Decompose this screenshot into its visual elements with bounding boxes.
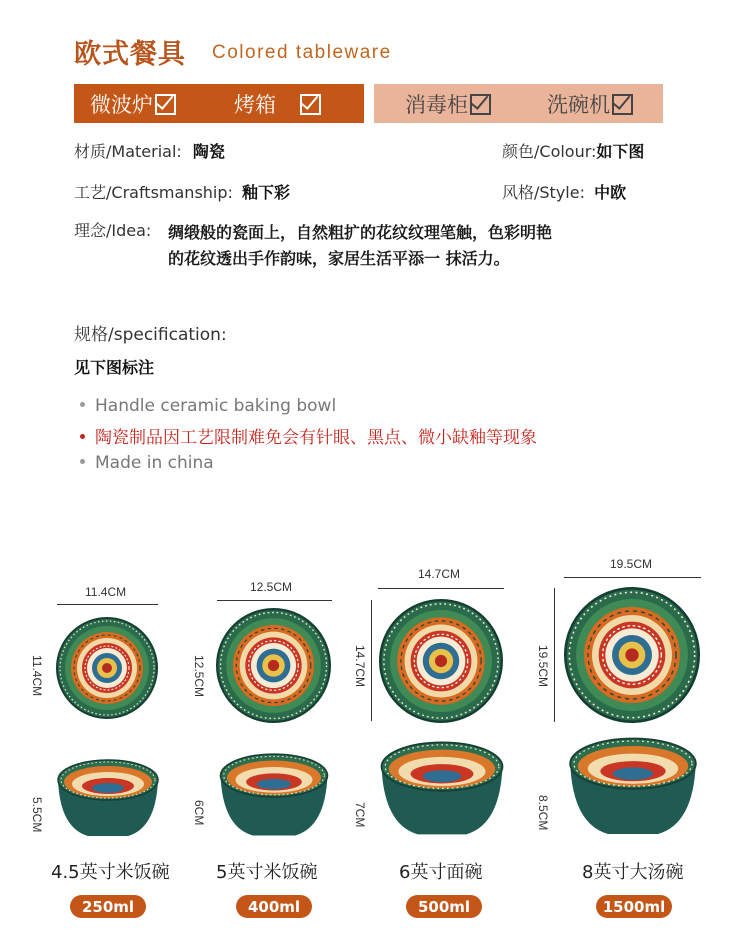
material-value: 陶瓷	[192, 142, 225, 161]
bullet-item	[80, 453, 214, 473]
colour-row	[502, 139, 644, 162]
page-title: 欧式餐具	[74, 39, 186, 70]
product-name: 6英寸面碗	[399, 862, 483, 883]
usage-band-left	[74, 84, 364, 123]
usage-sterilizer	[405, 89, 491, 119]
bullet-item	[80, 396, 336, 416]
bowl-top-view	[56, 617, 158, 719]
bowl-side-view	[216, 752, 332, 844]
usage-dishwasher	[547, 89, 633, 119]
bullet-text: Handle ceramic baking bowl	[95, 396, 337, 416]
colour-label: 颜色/Colour:	[502, 142, 597, 161]
style-row	[502, 180, 626, 203]
usage-band-right	[374, 84, 663, 123]
width-label: 14.7CM	[418, 567, 461, 581]
width-label: 12.5CM	[250, 580, 293, 594]
dimension-line	[57, 604, 158, 605]
page-subtitle: Colored tableware	[212, 42, 392, 63]
dimension-line	[378, 588, 504, 589]
usage-oven	[234, 89, 321, 119]
checkbox-icon	[300, 94, 321, 115]
colour-value: 如下图	[596, 142, 645, 161]
volume-badge: 500ml	[406, 895, 482, 918]
material-row	[74, 139, 225, 162]
bullet-dot-icon	[80, 459, 85, 464]
bowl-top-view	[379, 599, 503, 723]
bullet-text: 陶瓷制品因工艺限制难免会有针眼、黑点、微小缺釉等现象	[95, 428, 537, 448]
idea-line: 的花纹透出手作韵味，家居生活平添一 抹活力。	[168, 249, 510, 268]
height-label: 7CM	[353, 802, 367, 828]
bowl-top-view	[216, 608, 331, 723]
checkbox-icon	[612, 94, 633, 115]
volume-badge: 250ml	[70, 895, 146, 918]
style-label: 风格/Style:	[502, 183, 585, 202]
width-label: 19.5CM	[610, 557, 653, 571]
dimension-line	[564, 577, 701, 578]
height-label: 8.5CM	[536, 795, 550, 831]
product-name: 5英寸米饭碗	[216, 862, 318, 883]
spec-heading: 规格/specification:	[74, 325, 227, 345]
bullet-dot-icon	[80, 434, 85, 439]
idea-line: 绸缎般的瓷面上，自然粗扩的花纹纹理笔触，色彩明艳	[168, 223, 553, 242]
dimension-line	[554, 588, 555, 722]
diameter-label: 19.5CM	[536, 645, 550, 688]
bowl-side-view	[377, 740, 507, 844]
usage-label: 洗碗机	[547, 93, 610, 117]
bowl-top-view	[563, 587, 701, 723]
product-name: 8英寸大汤碗	[582, 862, 684, 883]
idea-label: 理念/Idea:	[74, 221, 152, 240]
spec-subheading: 见下图标注	[74, 358, 155, 377]
diameter-label: 14.7CM	[353, 645, 367, 688]
checkbox-icon	[470, 94, 491, 115]
volume-badge: 400ml	[236, 895, 312, 918]
dimension-line	[217, 600, 332, 601]
dimension-line	[371, 600, 372, 721]
usage-label: 消毒柜	[405, 93, 468, 117]
style-value: 中欧	[594, 183, 627, 202]
checkbox-icon	[155, 94, 176, 115]
bowl-side-view	[56, 758, 160, 844]
diameter-label: 12.5CM	[192, 655, 206, 698]
usage-microwave	[90, 89, 176, 119]
craft-label: 工艺/Craftsmanship:	[74, 183, 233, 202]
bullet-text: Made in china	[95, 453, 214, 473]
height-label: 5.5CM	[30, 797, 44, 833]
volume-badge: 1500ml	[596, 895, 672, 918]
usage-label: 微波炉	[90, 93, 153, 117]
product-name: 4.5英寸米饭碗	[51, 862, 170, 883]
bullet-dot-icon	[80, 402, 85, 407]
height-label: 6CM	[192, 800, 206, 826]
bullet-item	[80, 423, 537, 448]
usage-label: 烤箱	[234, 93, 276, 117]
craft-value: 釉下彩	[242, 183, 291, 202]
material-label: 材质/Material:	[74, 142, 182, 161]
width-label: 11.4CM	[85, 585, 127, 599]
diameter-label: 11.4CM	[30, 655, 44, 697]
craft-row	[74, 180, 290, 203]
bowl-side-view	[563, 736, 703, 844]
idea-text	[168, 220, 552, 272]
